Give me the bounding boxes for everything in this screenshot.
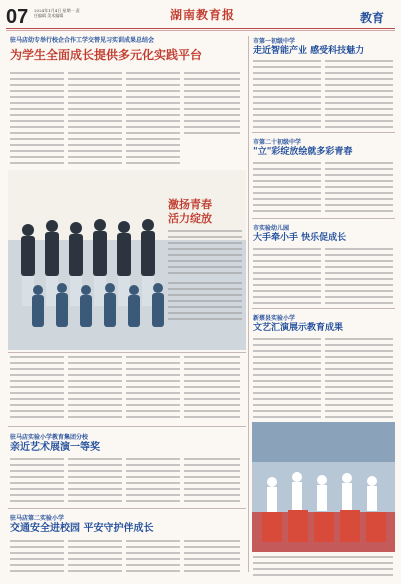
left-article-1-title: 亲近艺术展演一等奖 <box>10 442 100 453</box>
main-text-col-2 <box>68 72 122 166</box>
page-number: 07 <box>6 6 29 28</box>
main-text-col-4 <box>184 72 240 136</box>
photo-side-caption <box>168 230 242 276</box>
section-divider <box>8 508 246 509</box>
performance-caption <box>253 556 393 576</box>
left-article-1-kicker: 驻马店实验小学教育集团分校 <box>10 434 89 441</box>
photo-caption <box>168 282 242 322</box>
right-article-2-kicker: 市第二十初级中学 <box>253 139 302 146</box>
right-article-4-col-2 <box>325 338 393 418</box>
section-divider <box>252 308 395 309</box>
left-article-1-col-1 <box>10 458 64 506</box>
performance-photo <box>252 422 395 552</box>
mid-text-col-3 <box>126 356 180 422</box>
right-article-4-col-1 <box>253 338 321 418</box>
left-article-2-col-3 <box>126 540 180 576</box>
issue-meta: 2024年1月4日 星期一 责任编辑 美术编辑 <box>34 8 80 18</box>
section-divider <box>8 426 246 427</box>
left-article-1-col-3 <box>126 458 180 506</box>
right-article-1-col-1 <box>253 60 321 128</box>
right-article-2-title: "立"彩绽放绘就多彩青春 <box>253 147 353 157</box>
left-article-1-col-2 <box>68 458 122 506</box>
right-article-3-kicker: 市实验幼儿园 <box>253 225 290 232</box>
right-article-1-kicker: 市第一初级中学 <box>253 38 296 45</box>
photo-title-line-1: 激扬青春 <box>168 198 212 211</box>
column-divider <box>248 36 249 572</box>
left-article-2-col-4 <box>184 540 240 576</box>
section-divider <box>8 352 246 353</box>
section-divider <box>252 218 395 219</box>
left-article-2-kicker: 驻马店第二实验小学 <box>10 515 65 522</box>
mid-text-col-1 <box>10 356 64 422</box>
left-article-2-col-1 <box>10 540 64 576</box>
mid-text-col-4 <box>184 356 240 422</box>
header-divider-thin <box>6 30 395 31</box>
right-article-3-col-1 <box>253 248 321 304</box>
photo-title-block <box>168 198 212 226</box>
section-label: 教育 <box>360 11 385 25</box>
right-article-3-col-2 <box>325 248 393 304</box>
section-divider <box>252 132 395 133</box>
right-article-1-col-2 <box>325 60 393 128</box>
mid-text-col-2 <box>68 356 122 422</box>
left-article-1-col-4 <box>184 458 240 506</box>
header-divider <box>6 28 395 29</box>
newspaper-logo: 湖南教育报 <box>170 8 236 22</box>
left-article-2-col-2 <box>68 540 122 576</box>
left-article-2-title: 交通安全进校园 平安守护伴成长 <box>10 523 154 534</box>
photo-title-line-2: 活力绽放 <box>168 212 212 225</box>
right-article-1-title: 走近智能产业 感受科技魅力 <box>253 46 365 56</box>
right-article-4-title: 文艺汇演展示教育成果 <box>253 323 344 333</box>
main-kicker: 驻马店幼专举行校企合作工学交替见习实训成果总结会 <box>10 37 155 44</box>
right-article-3-title: 大手牵小手 快乐促成长 <box>253 233 347 243</box>
right-article-2-col-1 <box>253 162 321 214</box>
main-text-col-3 <box>126 72 180 166</box>
right-article-2-col-2 <box>325 162 393 214</box>
main-title: 为学生全面成长提供多元化实践平台 <box>10 48 203 62</box>
performance-photo-illustration <box>252 422 395 552</box>
right-article-4-kicker: 新蔡县实验小学 <box>253 315 296 322</box>
main-text-col-1 <box>10 72 64 166</box>
